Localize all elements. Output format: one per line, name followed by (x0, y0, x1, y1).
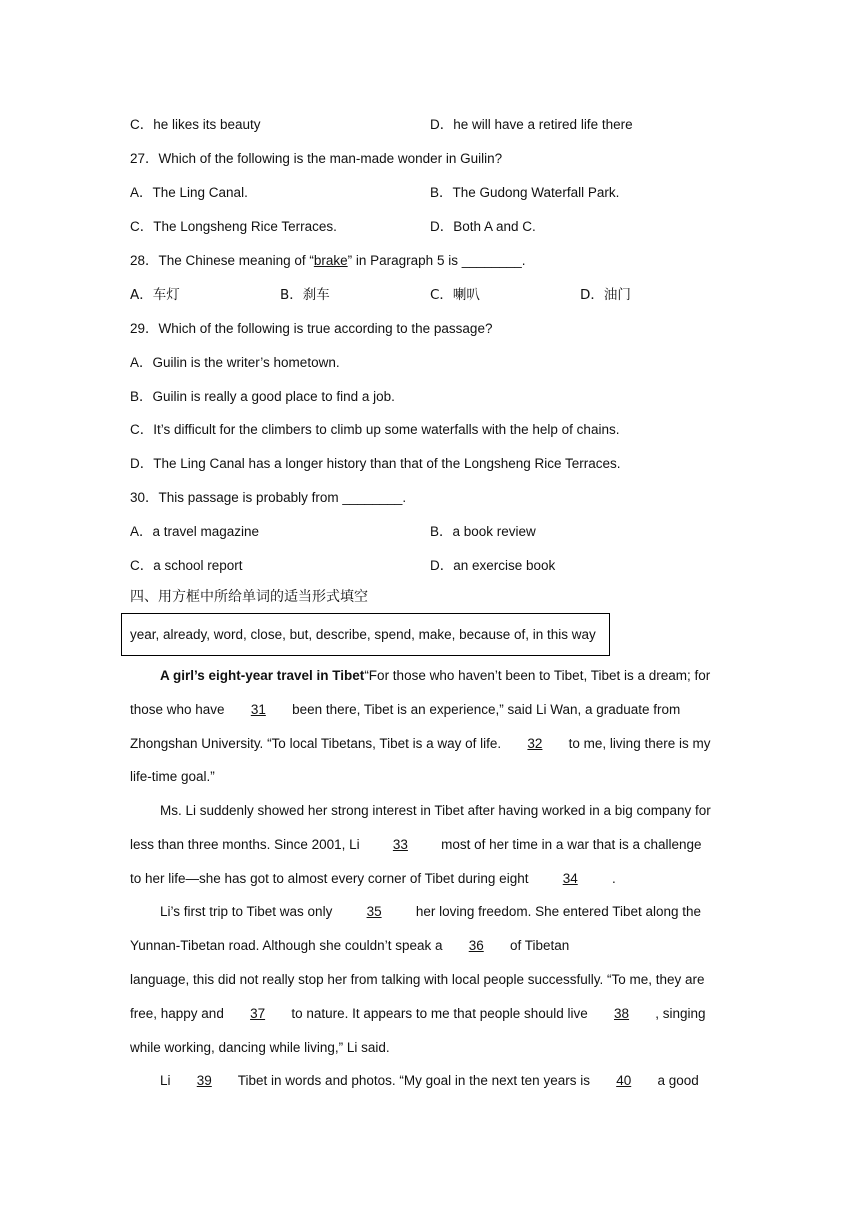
passage-title: A girl’s eight-year travel in Tibet (160, 668, 365, 683)
passage-line-7-pre: to her life—she has got to almost every corner of Tibet during eight (130, 871, 533, 886)
q29-stem: 29．Which of the following is true according to the passage? (130, 321, 493, 336)
q30-option-d: D．an exercise book (430, 558, 556, 573)
q29-option-d: D．The Ling Canal has a longer history than that of the Longsheng Rice Terraces. (130, 456, 621, 471)
passage-line-1 (160, 668, 760, 683)
passage-line-3-post: to me, living there is my (564, 736, 711, 751)
passage-line-9-post: of Tibetan (506, 938, 570, 953)
passage-line-13-mid: Tibet in words and photos. “My goal in the next ten years is (234, 1073, 594, 1088)
q28-option-c: C．喇叭 (430, 287, 480, 303)
q28-stem (130, 249, 526, 269)
q26-option-d: D．he will have a retired life there (430, 117, 633, 132)
q28-option-b: B．刹车 (280, 287, 330, 303)
passage-line-3 (130, 736, 730, 751)
passage-line-8-pre: Li’s first trip to Tibet was only (160, 904, 337, 919)
blank-34[interactable]: 34 (562, 871, 578, 886)
q28-stem-post: ” in Paragraph 5 is ________. (347, 253, 526, 268)
q27-option-c: C．The Longsheng Rice Terraces. (130, 219, 337, 234)
passage-line-3-pre: Zhongshan University. “To local Tibetans, Tibet is a way of life. (130, 736, 505, 751)
q30-option-c: C．a school report (130, 558, 243, 573)
word-box-text: year, already, word, close, but, describe, spend, make, because of, in this way (130, 627, 596, 642)
blank-39[interactable]: 39 (196, 1073, 212, 1088)
passage-line-2 (130, 702, 730, 717)
passage-line-13 (160, 1073, 760, 1088)
passage-line-7-post: . (608, 871, 616, 886)
q26-option-c: C．he likes its beauty (130, 117, 261, 132)
passage-line-11 (130, 1006, 730, 1021)
passage-line-6-pre: less than three months. Since 2001, Li (130, 837, 364, 852)
passage-line-11-mid: to nature. It appears to me that people should live (287, 1006, 592, 1021)
passage-line-9 (130, 938, 730, 953)
passage-line-4: life-time goal.” (130, 769, 215, 784)
passage-line-13-pre: Li (160, 1073, 175, 1088)
q30-option-b: B．a book review (430, 524, 536, 539)
blank-32[interactable]: 32 (527, 736, 543, 751)
passage-line-12: while working, dancing while living,” Li said. (130, 1040, 390, 1055)
passage-line-9-pre: Yunnan-Tibetan road. Although she couldn’t speak a (130, 938, 447, 953)
q27-option-a: A．The Ling Canal. (130, 185, 248, 200)
blank-38[interactable]: 38 (614, 1006, 630, 1021)
passage-line-2-post: been there, Tibet is an experience,” said Li Wan, a graduate from (288, 702, 681, 717)
q30-stem: 30．This passage is probably from ________. (130, 490, 407, 505)
passage-line-5: Ms. Li suddenly showed her strong interest in Tibet after having worked in a big company for (160, 803, 711, 818)
q29-option-b: B．Guilin is really a good place to find a job. (130, 389, 395, 404)
passage-line-8-post: her loving freedom. She entered Tibet along the (412, 904, 702, 919)
passage-line-6 (130, 837, 730, 852)
q28-option-a: A．车灯 (130, 287, 180, 303)
q27-stem: 27．Which of the following is the man-made wonder in Guilin? (130, 151, 503, 166)
q28-stem-word: brake (313, 253, 348, 268)
q27-option-d: D．Both A and C. (430, 219, 536, 234)
section4-heading: 四、用方框中所给单词的适当形式填空 (130, 589, 368, 605)
blank-36[interactable]: 36 (468, 938, 484, 953)
passage-line-10: language, this did not really stop her from talking with local people successfully. “To me, they are (130, 972, 705, 987)
word-box (121, 613, 610, 656)
q28-stem-pre: 28．The Chinese meaning of “ (130, 253, 314, 268)
passage-line-11-pre: free, happy and (130, 1006, 228, 1021)
blank-31[interactable]: 31 (250, 702, 266, 717)
passage-line-1-rest: “For those who haven’t been to Tibet, Tibet is a dream; for (364, 668, 711, 683)
blank-35[interactable]: 35 (366, 904, 382, 919)
passage-line-6-post: most of her time in a war that is a challenge (437, 837, 702, 852)
blank-40[interactable]: 40 (616, 1073, 632, 1088)
blank-33[interactable]: 33 (392, 837, 408, 852)
q28-option-d: D．油门 (580, 287, 631, 303)
q30-option-a: A．a travel magazine (130, 524, 260, 539)
blank-37[interactable]: 37 (250, 1006, 266, 1021)
q29-option-a: A．Guilin is the writer’s hometown. (130, 355, 340, 370)
passage-line-7 (130, 871, 730, 886)
passage-line-13-post: a good (653, 1073, 699, 1088)
passage-line-11-post: , singing (651, 1006, 706, 1021)
passage-line-8 (160, 904, 760, 919)
q29-option-c: C．It’s difficult for the climbers to climb up some waterfalls with the help of chains. (130, 422, 620, 437)
passage-line-2-pre: those who have (130, 702, 229, 717)
q27-option-b: B．The Gudong Waterfall Park. (430, 185, 620, 200)
